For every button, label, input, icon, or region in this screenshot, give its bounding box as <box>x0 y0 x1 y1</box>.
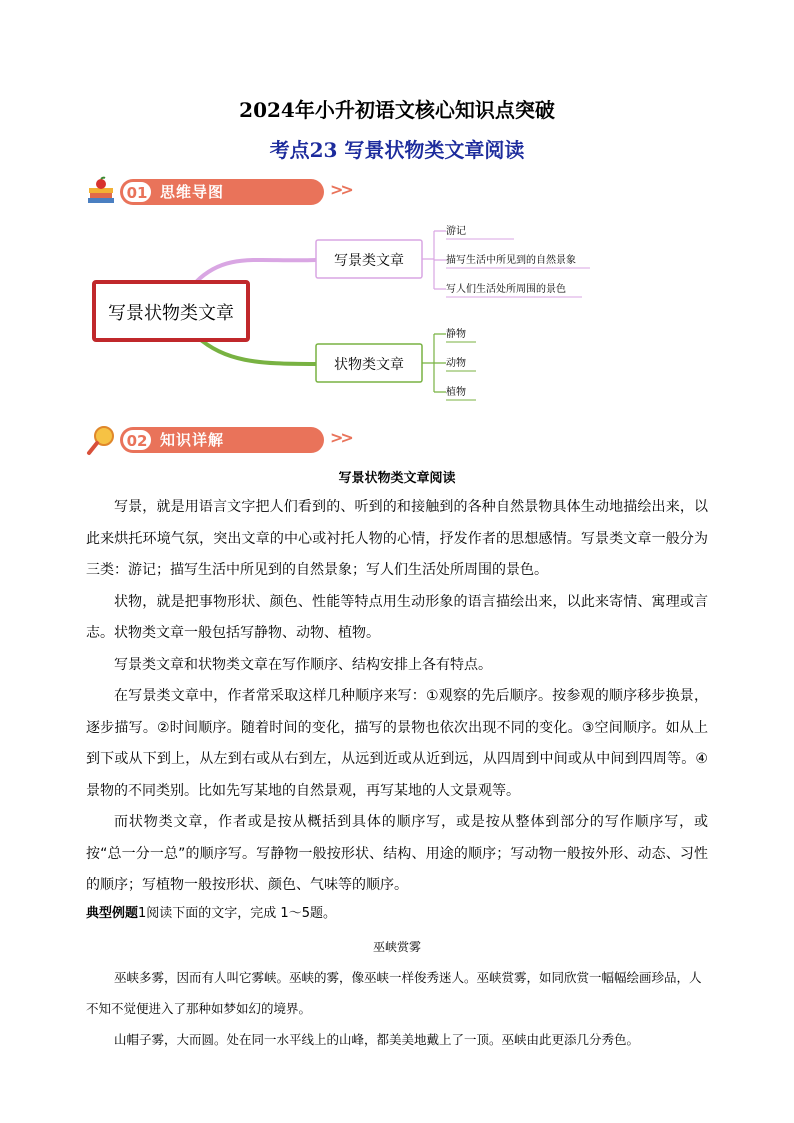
double-chevron-icon: >> <box>330 428 351 447</box>
leaf-plants: 植物 <box>446 387 466 398</box>
books-apple-icon <box>86 176 118 208</box>
branch-label-objects: 状物类文章 <box>334 357 404 373</box>
leaf-surroundings: 写人们生活处所周围的景色 <box>446 284 566 295</box>
magnifier-icon <box>86 424 118 456</box>
section-label: 思维导图 <box>160 183 225 201</box>
passage-paragraph: 巫峡多雾，因而有人叫它雾峡。巫峡的雾，像巫峡一样俊秀迷人。巫峡赏雾，如同欣赏一幅幅绘画珍品，人不知不觉便进入了那种如梦如幻的境界。 <box>86 970 702 1016</box>
example-question <box>86 902 336 921</box>
paragraph: 写景类文章和状物类文章在写作顺序、结构安排上各有特点。 <box>114 656 492 673</box>
double-chevron-icon: >> <box>330 180 351 199</box>
example-text: 1阅读下面的文字，完成 1～5题。 <box>138 906 336 921</box>
mind-map <box>86 212 606 412</box>
passage-body <box>86 962 708 1055</box>
root-node-label: 写景状物类文章 <box>108 303 234 324</box>
passage-title: 巫峡赏雾 <box>372 940 421 954</box>
leaf-natural-scenes: 描写生活中所见到的自然景象 <box>446 255 576 266</box>
section-number: 02 <box>122 429 152 451</box>
example-label: 典型例题 <box>86 906 139 921</box>
document-subtitle: 考点23 写景状物类文章阅读 <box>269 138 525 162</box>
paragraph: 写景，就是用语言文字把人们看到的、听到的和接触到的各种自然景物具体生动地描绘出来，以此来烘托环境气氛，突出文章的中心或衬托人物的心情，抒发作者的思想感情。写景类文章一般分为三类：游记；描写生活中所见到的自然景象；写人们生活处所周围的景色。 <box>86 499 708 578</box>
paragraph: 而状物类文章，作者或是按从概括到具体的顺序写，或是按从整体到部分的写作顺序写，或按“总一分一总”的顺序写。写静物一般按形状、结构、用途的顺序；写动物一般按外形、动态、习性的顺序；写植物一般按形状、颜色、气味等的顺序。 <box>86 814 708 893</box>
leaf-still-life: 静物 <box>446 329 466 340</box>
section-label: 知识详解 <box>160 431 225 449</box>
content-heading: 写景状物类文章阅读 <box>338 471 456 486</box>
leaf-animals: 动物 <box>446 358 466 369</box>
branch-label-scenery: 写景类文章 <box>334 253 404 269</box>
document-title: 2024年小升初语文核心知识点突破 <box>239 98 555 122</box>
leaf-travel-notes: 游记 <box>446 226 466 237</box>
paragraph: 状物，就是把事物形状、颜色、性能等特点用生动形象的语言描绘出来，以此来寄情、寓理或言志。状物类文章一般包括写静物、动物、植物。 <box>86 593 708 641</box>
section-number: 01 <box>122 181 152 203</box>
content-body <box>86 492 708 902</box>
passage-paragraph: 山帽子雾，大而圆。处在同一水平线上的山峰，都美美地戴上了一顶。巫峡由此更添几分秀色。 <box>114 1032 640 1047</box>
paragraph: 在写景类文章中，作者常采取这样几种顺序来写：①观察的先后顺序。按参观的顺序移步换景，逐步描写。②时间顺序。随着时间的变化，描写的景物也依次出现不同的变化。③空间顺序。如从上到下或从下到上，从左到右或从右到左，从远到近或从近到远，从四周到中间或从中间到四周等。④景物的不同类别。比如先写某地的自然景观，再写某地的人文景观等。 <box>86 688 708 799</box>
